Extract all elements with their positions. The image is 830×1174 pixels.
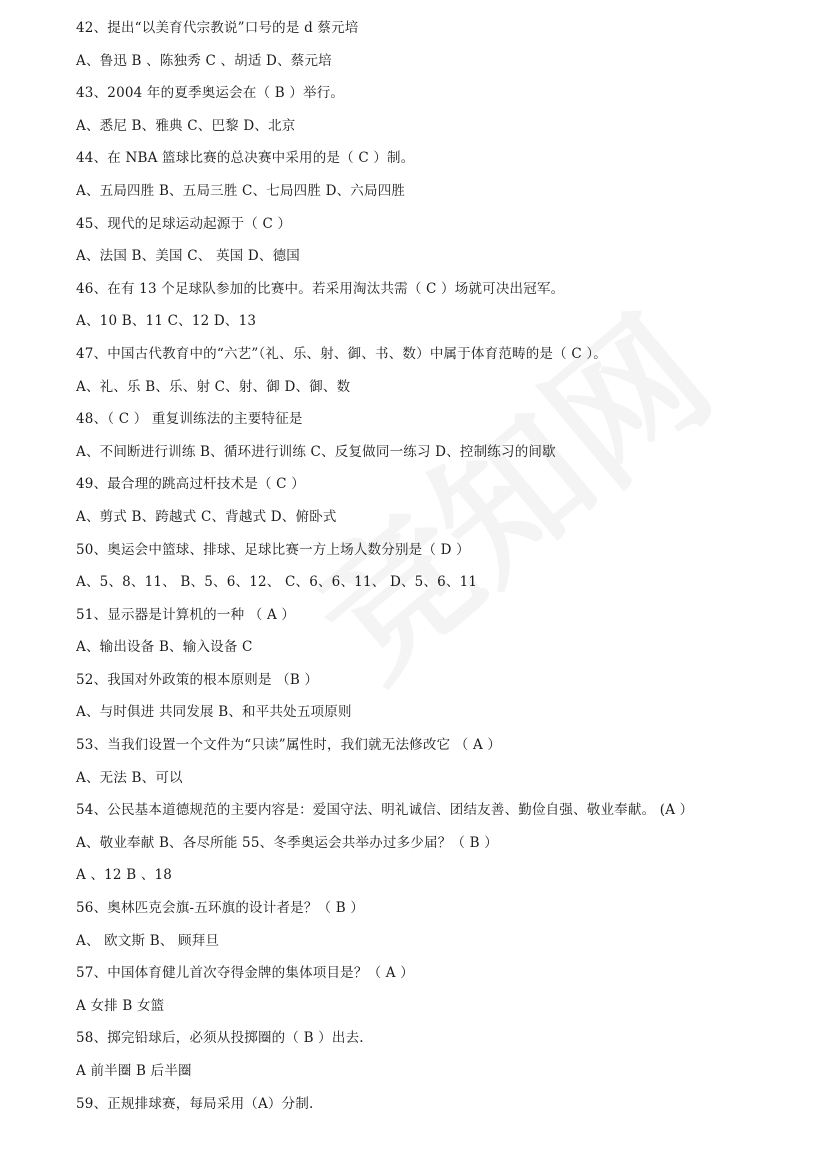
question-line: 57、中国体育健儿首次夺得金牌的集体项目是？（ A ） <box>76 965 414 982</box>
answer-options-line: A、输出设备 B、输入设备 C <box>76 639 253 656</box>
answer-options-line: A、 欧文斯 B、 顾拜旦 <box>76 932 220 949</box>
question-line: 46、在有 13 个足球队参加的比赛中。若采用淘汰共需（ C ）场就可决出冠军。 <box>76 280 565 297</box>
question-line: 42、提出“以美育代宗教说”口号的是 d 蔡元培 <box>76 20 359 36</box>
question-line: 53、当我们设置一个文件为“只读”属性时，我们就无法修改它 （ A ） <box>76 737 502 754</box>
answer-options-line: A、敬业奉献 B、各尽所能 55、冬季奥运会共举办过多少届？（ B ） <box>76 834 498 851</box>
question-line: 52、我国对外政策的根本原则是 （B ） <box>76 671 319 688</box>
question-line: 47、中国古代教育中的“六艺”（礼、乐、射、御、书、数）中属于体育范畴的是（ C ）。 <box>76 345 607 362</box>
question-line: 48、（ C ） 重复训练法的主要特征是 <box>76 411 303 428</box>
answer-options-line: A、礼、乐 B、乐、射 C、射、御 D、御、数 <box>76 378 351 395</box>
answer-options-line: A、10 B、11 C、12 D、13 <box>76 313 257 330</box>
question-line: 58、掷完铅球后，必须从投掷圈的（ B ）出去. <box>76 1030 364 1047</box>
answer-options-line: A、法国 B、美国 C、 英国 D、德国 <box>76 248 300 265</box>
answer-options-line: A 前半圈 B 后半圈 <box>76 1063 192 1079</box>
answer-options-line: A、无法 B、可以 <box>76 769 183 786</box>
answer-options-line: A、剪式 B、跨越式 C、背越式 D、俯卧式 <box>76 508 337 525</box>
answer-options-line: A、鲁迅 B 、陈独秀 C 、胡适 D、蔡元培 <box>76 52 332 69</box>
document-body <box>76 16 816 1124</box>
question-line: 43、2004 年的夏季奥运会在（ B ）举行。 <box>76 85 345 102</box>
question-line: 44、在 NBA 篮球比赛的总决赛中采用的是（ C ）制。 <box>76 150 415 167</box>
question-line: 51、显示器是计算机的一种 （ A ） <box>76 606 296 623</box>
question-line: 49、最合理的跳高过杆技术是（ C ） <box>76 476 305 493</box>
question-line: 45、现代的足球运动起源于（ C ） <box>76 215 292 232</box>
answer-options-line: A、5、8、11、 B、5、6、12、 C、6、6、11、 D、5、6、11 <box>76 574 478 591</box>
answer-options-line: A 女排 B 女篮 <box>76 997 165 1014</box>
question-line: 59、正规排球赛，每局采用（A）分制. <box>76 1095 314 1112</box>
question-line: 50、奥运会中篮球、排球、足球比赛一方上场人数分别是（ D ） <box>76 541 470 558</box>
answer-options-line: A、与时俱进 共同发展 B、和平共处五项原则 <box>76 704 352 721</box>
answer-options-line: A 、12 B 、18 <box>76 867 173 884</box>
answer-options-line: A、五局四胜 B、五局三胜 C、七局四胜 D、六局四胜 <box>76 182 406 199</box>
question-line: 54、公民基本道德规范的主要内容是：爱国守法、明礼诚信、团结友善、勤俭自强、敬业奉献。 (A ） <box>76 802 694 819</box>
question-line: 56、奥林匹克会旗-五环旗的设计者是？（ B ） <box>76 900 365 917</box>
answer-options-line: A、悉尼 B、雅典 C、巴黎 D、北京 <box>76 117 296 134</box>
answer-options-line: A、不间断进行训练 B、循环进行训练 C、反复做同一练习 D、控制练习的间歇 <box>76 443 556 460</box>
